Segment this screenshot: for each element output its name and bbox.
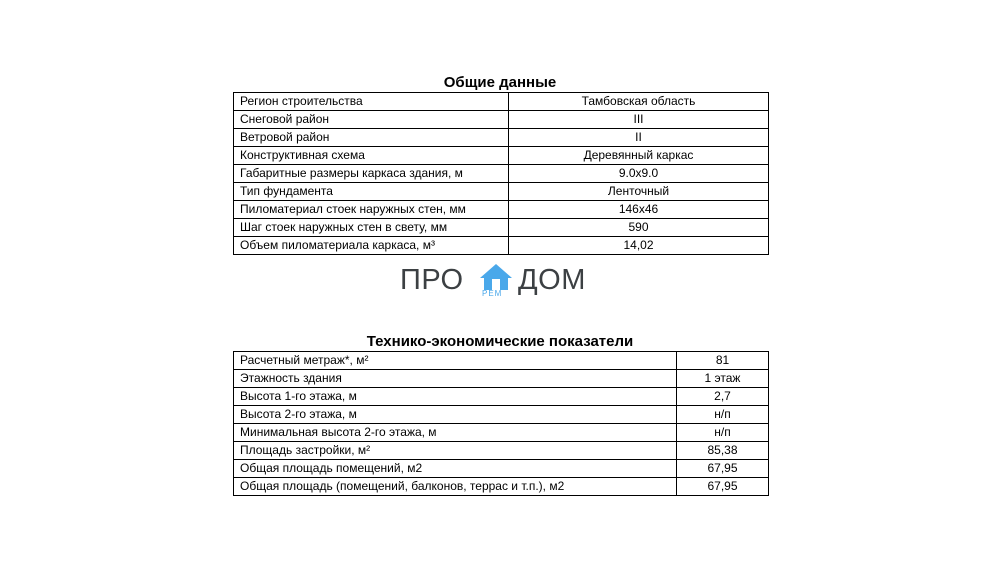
- row-value: н/п: [677, 406, 769, 424]
- row-value: 9.0х9.0: [509, 165, 769, 183]
- table-row: [234, 147, 769, 165]
- table-row: [234, 424, 769, 442]
- row-label: Площадь застройки, м²: [234, 442, 677, 460]
- row-value: Деревянный каркас: [509, 147, 769, 165]
- row-label: Снеговой район: [234, 111, 509, 129]
- row-label: Объем пиломатериала каркаса, м³: [234, 237, 509, 255]
- table-row: [234, 442, 769, 460]
- row-label: Регион строительства: [234, 93, 509, 111]
- row-value: 85,38: [677, 442, 769, 460]
- row-label: Общая площадь (помещений, балконов, террас и т.п.), м2: [234, 478, 677, 496]
- row-value: II: [509, 129, 769, 147]
- row-label: Конструктивная схема: [234, 147, 509, 165]
- row-value: 1 этаж: [677, 370, 769, 388]
- row-value: 590: [509, 219, 769, 237]
- row-label: Расчетный метраж*, м²: [234, 352, 677, 370]
- general-data-title: Общие данные: [443, 74, 557, 91]
- tech-econ-table: [233, 351, 769, 496]
- row-value: 14,02: [509, 237, 769, 255]
- table-row: [234, 352, 769, 370]
- row-value: 81: [677, 352, 769, 370]
- row-value: Ленточный: [509, 183, 769, 201]
- row-label: Общая площадь помещений, м2: [234, 460, 677, 478]
- table-row: [234, 165, 769, 183]
- row-value: 67,95: [677, 478, 769, 496]
- row-label: Тип фундамента: [234, 183, 509, 201]
- row-label: Пиломатериал стоек наружных стен, мм: [234, 201, 509, 219]
- row-value: 67,95: [677, 460, 769, 478]
- table-row: [234, 219, 769, 237]
- table-row: [234, 129, 769, 147]
- row-label: Этажность здания: [234, 370, 677, 388]
- row-label: Высота 2-го этажа, м: [234, 406, 677, 424]
- logo-word-dom: ДОМ: [518, 264, 586, 296]
- table-row: [234, 93, 769, 111]
- row-label: Высота 1-го этажа, м: [234, 388, 677, 406]
- table-row: [234, 388, 769, 406]
- table-row: [234, 460, 769, 478]
- table-row: [234, 201, 769, 219]
- table-row: [234, 370, 769, 388]
- general-data-table: [233, 92, 769, 255]
- row-value: III: [509, 111, 769, 129]
- row-value: 146х46: [509, 201, 769, 219]
- table-row: [234, 237, 769, 255]
- logo-subtext: РЕМ: [482, 289, 503, 298]
- table-row: [234, 111, 769, 129]
- table-row: [234, 406, 769, 424]
- row-label: Габаритные размеры каркаса здания, м: [234, 165, 509, 183]
- row-label: Шаг стоек наружных стен в свету, мм: [234, 219, 509, 237]
- tech-econ-title: Технико-экономические показатели: [366, 333, 634, 350]
- row-label: Ветровой район: [234, 129, 509, 147]
- prodom-logo: [400, 262, 600, 302]
- row-value: 2,7: [677, 388, 769, 406]
- row-value: Тамбовская область: [509, 93, 769, 111]
- table-row: [234, 183, 769, 201]
- row-label: Минимальная высота 2-го этажа, м: [234, 424, 677, 442]
- row-value: н/п: [677, 424, 769, 442]
- table-row: [234, 478, 769, 496]
- logo-word-pro: ПРО: [400, 264, 464, 296]
